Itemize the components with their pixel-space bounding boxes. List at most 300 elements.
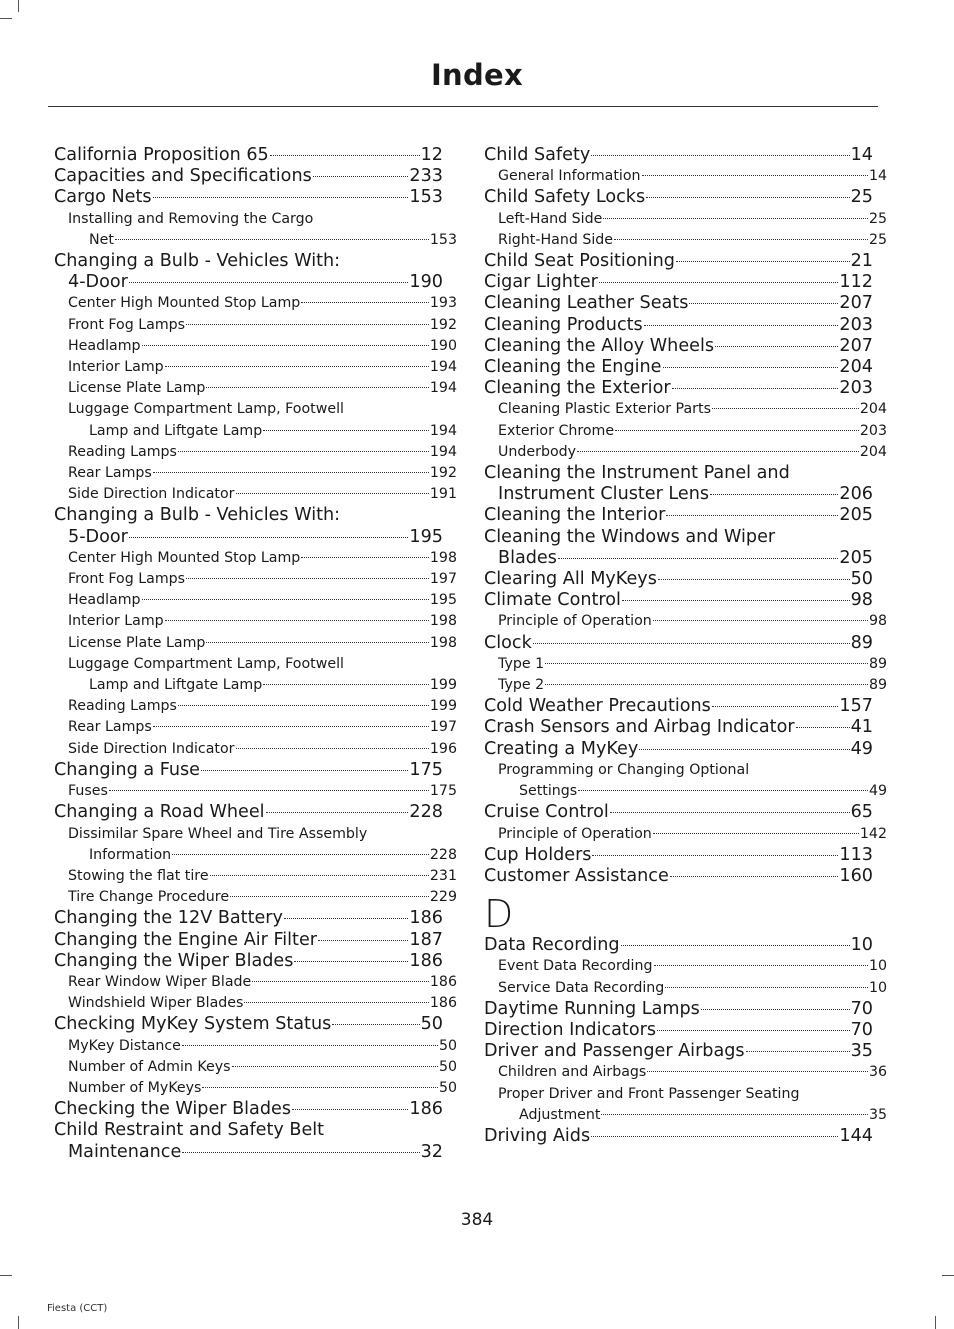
entry-text-line: Dissimilar Spare Wheel and Tire Assembly [68,825,368,842]
entry-label: Interior Lamp [68,359,164,376]
index-subentry [54,1036,457,1057]
entry-row [498,781,887,802]
page-ref: 190 [429,337,457,354]
index-entry [484,315,873,336]
index-entry [54,1014,443,1035]
page-title: Index [430,58,524,92]
entry-label: Service Data Recording [498,979,665,996]
entry-label: Changing a Fuse [54,759,201,780]
index-subentry [54,590,457,611]
dot-leader [129,537,409,538]
title-divider [48,106,878,107]
entry-label: Left-Hand Side [498,210,603,227]
entry-row [484,590,873,611]
entry-row [498,978,887,999]
dot-leader [153,197,409,198]
index-column-right [484,145,887,1147]
entry-label: Principle of Operation [498,825,652,842]
page-ref: 192 [429,316,457,333]
entry-label: Type 2 [498,677,545,694]
entry-label: Driver and Passenger Airbags [484,1041,745,1062]
entry-text-line: Changing a Bulb - Vehicles With: [54,505,341,526]
index-subentry [54,336,457,357]
dot-leader [182,1152,419,1153]
page-ref: 186 [409,950,443,971]
entry-label: Cigar Lighter [484,272,598,293]
index-entry [484,272,873,293]
page-ref: 207 [839,293,873,314]
entry-label: Rear Window Wiper Blade [68,973,252,990]
dot-leader [206,387,428,388]
entry-row [54,187,443,208]
index-subentry [484,1084,887,1126]
dot-leader [578,790,868,791]
page-ref: 70 [850,998,873,1019]
index-entry [484,569,873,590]
entry-label: Number of Admin Keys [68,1058,231,1075]
index-entry [484,935,873,956]
dot-leader [186,578,429,579]
index-entry [484,999,873,1020]
page-ref: 205 [839,547,873,568]
entry-label: Windshield Wiper Blades [68,995,244,1012]
index-subentry [54,293,457,314]
entry-row [484,187,873,208]
entry-label: Fuses [68,783,108,800]
page-ref: 144 [839,1125,873,1146]
entry-row [484,484,873,505]
index-entry [484,739,873,760]
entry-label: Exterior Chrome [498,422,615,439]
index-subentry [54,548,457,569]
index-subentry [54,1057,457,1078]
entry-row [68,1078,457,1099]
dot-leader [142,345,429,346]
dot-leader [142,599,429,600]
page-ref: 194 [429,380,457,397]
page-ref: 229 [429,889,457,906]
entry-row [68,611,457,632]
entry-row [68,633,457,654]
index-entry [484,505,873,526]
entry-row [484,357,873,378]
dot-leader [230,896,429,897]
entry-label: General Information [498,168,641,185]
dot-leader [153,472,429,473]
page-ref: 175 [429,783,457,800]
page-ref: 186 [429,995,457,1012]
index-entry [484,378,873,399]
entry-row [484,717,873,738]
entry-row [68,1036,457,1057]
index-entry [54,760,443,781]
page-ref: 191 [429,486,457,503]
index-subentry [54,209,457,251]
index-subentry [484,675,887,696]
page-ref: 10 [850,935,873,956]
index-entry [54,802,443,823]
page-ref: 14 [850,145,873,165]
entry-label: Adjustment [519,1106,601,1123]
entry-row [68,421,457,442]
page-ref: 35 [850,1041,873,1062]
entry-text-line: Cleaning the Windows and Wiper [484,526,776,547]
page-ref: 233 [409,166,443,187]
index-entry [484,1020,873,1041]
page-ref: 36 [868,1064,887,1081]
index-entry [54,908,443,929]
entry-label: Lamp and Liftgate Lamp [89,422,263,439]
page-ref: 12 [420,145,443,165]
index-entry [484,1126,873,1147]
dot-leader [701,1009,850,1010]
entry-label: Rear Lamps [68,465,152,482]
page-ref: 89 [868,677,887,694]
entry-label: Tire Change Procedure [68,889,230,906]
entry-label: Type 1 [498,655,545,672]
entry-row [68,378,457,399]
entry-row [68,293,457,314]
entry-label: Cargo Nets [54,187,152,208]
dot-leader [689,303,838,304]
entry-label: Net [89,231,114,248]
dot-leader [545,684,868,685]
entry-row [68,1057,457,1078]
crop-mark [0,1275,12,1276]
entry-text-line: Luggage Compartment Lamp, Footwell [68,401,344,418]
entry-label: Cold Weather Precautions [484,696,711,717]
page-ref: 186 [429,973,457,990]
entry-label: MyKey Distance [68,1037,181,1054]
index-subentry [54,569,457,590]
page-ref: 50 [438,1058,457,1075]
entry-row [484,633,873,654]
dot-leader [603,218,868,219]
page-ref: 10 [868,958,887,975]
dot-leader [715,346,838,347]
index-subentry [54,993,457,1014]
dot-leader [263,684,429,685]
entry-row [68,590,457,611]
page-ref: 196 [429,740,457,757]
entry-label: Climate Control [484,590,621,611]
page-ref: 197 [429,719,457,736]
index-entry [54,251,443,293]
page-ref: 205 [839,505,873,526]
page-ref: 32 [420,1141,443,1162]
index-entry [54,1120,443,1162]
entry-label: Changing the 12V Battery [54,908,283,929]
entry-label: License Plate Lamp [68,380,206,397]
entry-row [498,399,887,420]
dot-leader [615,430,859,431]
entry-label: Data Recording [484,935,620,956]
index-subentry [484,442,887,463]
entry-row [498,166,887,187]
entry-row [484,802,873,823]
page-ref: 50 [420,1014,443,1035]
index-entry [484,357,873,378]
entry-label: Child Seat Positioning [484,251,675,272]
page-ref: 50 [850,569,873,590]
page-ref: 198 [429,549,457,566]
index-subentry [54,399,457,441]
entry-row [54,1099,443,1120]
page-ref: 207 [839,335,873,356]
index-entry [484,802,873,823]
entry-label: Driving Aids [484,1125,591,1146]
entry-row [484,935,873,956]
entry-label: Daytime Running Lamps [484,998,700,1019]
page-ref: 195 [409,526,443,547]
index-entry [54,145,443,166]
page-ref: 98 [868,613,887,630]
entry-row [68,230,457,251]
dot-leader [172,854,429,855]
entry-row [54,1142,443,1163]
dot-leader [621,945,850,946]
page-ref: 49 [868,783,887,800]
entry-row [54,1014,443,1035]
entry-label: Cleaning the Exterior [484,378,671,399]
index-subentry [484,230,887,251]
entry-label: Event Data Recording [498,958,653,975]
entry-label: 5-Door [68,526,128,547]
entry-row [484,251,873,272]
dot-leader [642,175,868,176]
entry-row [484,696,873,717]
entry-row [498,421,887,442]
entry-row [484,145,873,166]
entry-row [68,696,457,717]
index-subentry [484,611,887,632]
entry-row [498,1105,887,1126]
dot-leader [178,705,429,706]
entry-row [484,293,873,314]
entry-label: Crash Sensors and Airbag Indicator [484,717,795,738]
entry-label: Center High Mounted Stop Lamp [68,295,301,312]
entry-row [68,548,457,569]
page-ref: 89 [850,632,873,653]
entry-text-line: Luggage Compartment Lamp, Footwell [68,655,344,672]
dot-leader [301,557,429,558]
page-ref: 14 [868,168,887,185]
page-ref: 70 [850,1019,873,1040]
page-ref: 25 [868,231,887,248]
dot-leader [577,451,859,452]
page-ref: 206 [839,484,873,505]
entry-label: Checking MyKey System Status [54,1014,332,1035]
index-subentry [54,357,457,378]
entry-row [484,866,873,887]
page-ref: 25 [850,187,873,208]
entry-label: 4-Door [68,272,128,293]
index-entry [54,505,443,547]
entry-label: Clearing All MyKeys [484,569,657,590]
page-ref: 50 [438,1037,457,1054]
index-entry [484,293,873,314]
dot-leader [665,987,868,988]
page-ref: 175 [409,759,443,780]
dot-leader [558,558,839,559]
dot-leader [622,600,850,601]
page-ref: 190 [409,272,443,293]
index-subentry [54,781,457,802]
entry-label: Direction Indicators [484,1019,656,1040]
page-number: 384 [460,1210,494,1230]
index-subentry [484,1062,887,1083]
dot-leader [294,961,408,962]
dot-leader [666,515,838,516]
page-ref: 153 [409,187,443,208]
entry-row [484,1020,873,1041]
dot-leader [301,302,429,303]
page-ref: 198 [429,634,457,651]
entry-label: Changing a Road Wheel [54,802,265,823]
dot-leader [201,770,408,771]
page-ref: 89 [868,655,887,672]
page-ref: 231 [429,867,457,884]
page-ref: 153 [429,231,457,248]
dot-leader [676,261,850,262]
dot-leader [109,790,429,791]
entry-label: Child Safety Locks [484,187,646,208]
entry-row [484,272,873,293]
page-ref: 228 [409,802,443,823]
entry-label: Front Fog Lamps [68,571,186,588]
page-ref: 49 [850,738,873,759]
index-entry [54,1099,443,1120]
entry-label: Side Direction Indicator [68,486,235,503]
footer-model-label: Fiesta (CCT) [47,1303,108,1314]
crop-mark [0,18,12,19]
entry-row [498,209,887,230]
dot-leader [746,1051,850,1052]
dot-leader [332,1024,419,1025]
entry-row [68,739,457,760]
entry-label: Cruise Control [484,802,609,823]
entry-row [68,887,457,908]
dot-leader [653,620,868,621]
entry-row [498,675,887,696]
entry-label: Headlamp [68,337,141,354]
index-subentry [54,739,457,760]
entry-label: Headlamp [68,592,141,609]
dot-leader [599,282,838,283]
index-entry [484,696,873,717]
entry-row [54,145,443,166]
entry-label: Child Safety [484,145,591,165]
page-ref: 41 [850,717,873,738]
page-ref: 204 [859,443,887,460]
entry-row [68,845,457,866]
entry-label: Stowing the flat tire [68,867,209,884]
page-ref: 186 [409,908,443,929]
entry-row [68,866,457,887]
entry-row [54,951,443,972]
dot-leader [712,408,859,409]
entry-label: Checking the Wiper Blades [54,1099,292,1120]
dot-leader [672,388,839,389]
entry-label: Children and Airbags [498,1064,647,1081]
dot-leader [710,494,838,495]
dot-leader [601,1114,867,1115]
dot-leader [614,239,868,240]
entry-row [484,999,873,1020]
index-entry [484,1041,873,1062]
dot-leader [263,430,429,431]
entry-label: Settings [519,783,578,800]
entry-row [498,442,887,463]
dot-leader [206,642,428,643]
index-entry [484,866,873,887]
index-subentry [484,978,887,999]
entry-row [498,230,887,251]
dot-leader [654,965,868,966]
dot-leader [318,940,408,941]
entry-label: Lamp and Liftgate Lamp [89,677,263,694]
entry-label: Side Direction Indicator [68,740,235,757]
dot-leader [153,726,429,727]
dot-leader [313,176,409,177]
page-ref: 50 [438,1079,457,1096]
index-entry [484,633,873,654]
index-entry [54,951,443,972]
index-subentry [54,824,457,866]
entry-row [484,569,873,590]
entry-row [498,611,887,632]
entry-label: Cleaning Products [484,314,643,335]
index-subentry [484,760,887,802]
index-subentry [484,209,887,230]
page-ref: 194 [429,359,457,376]
entry-row [484,315,873,336]
index-entry [484,845,873,866]
page-ref: 65 [850,802,873,823]
entry-label: Front Fog Lamps [68,316,186,333]
entry-label: Interior Lamp [68,613,164,630]
index-subentry [54,378,457,399]
entry-row [68,442,457,463]
dot-leader [796,727,850,728]
entry-row [54,272,443,293]
page-ref: 21 [850,251,873,272]
entry-text-line: Installing and Removing the Cargo [68,210,314,227]
entry-label: Reading Lamps [68,698,177,715]
entry-label: Clock [484,632,532,653]
dot-leader [182,1045,438,1046]
crop-mark [935,1316,936,1329]
dot-leader [178,451,429,452]
page-ref: 186 [409,1099,443,1120]
page-ref: 194 [429,422,457,439]
dot-leader [236,748,429,749]
index-subentry [484,956,887,977]
entry-row [54,802,443,823]
index-entry [484,463,873,505]
index-subentry [484,399,887,420]
page-ref: 113 [839,844,873,865]
entry-label: Right-Hand Side [498,231,614,248]
page-ref: 195 [429,592,457,609]
index-subentry [54,717,457,738]
entry-label: Cup Holders [484,844,592,865]
crop-mark [18,1316,19,1329]
dot-leader [165,366,429,367]
index-subentry [54,315,457,336]
dot-leader [663,367,839,368]
dot-leader [545,663,868,664]
